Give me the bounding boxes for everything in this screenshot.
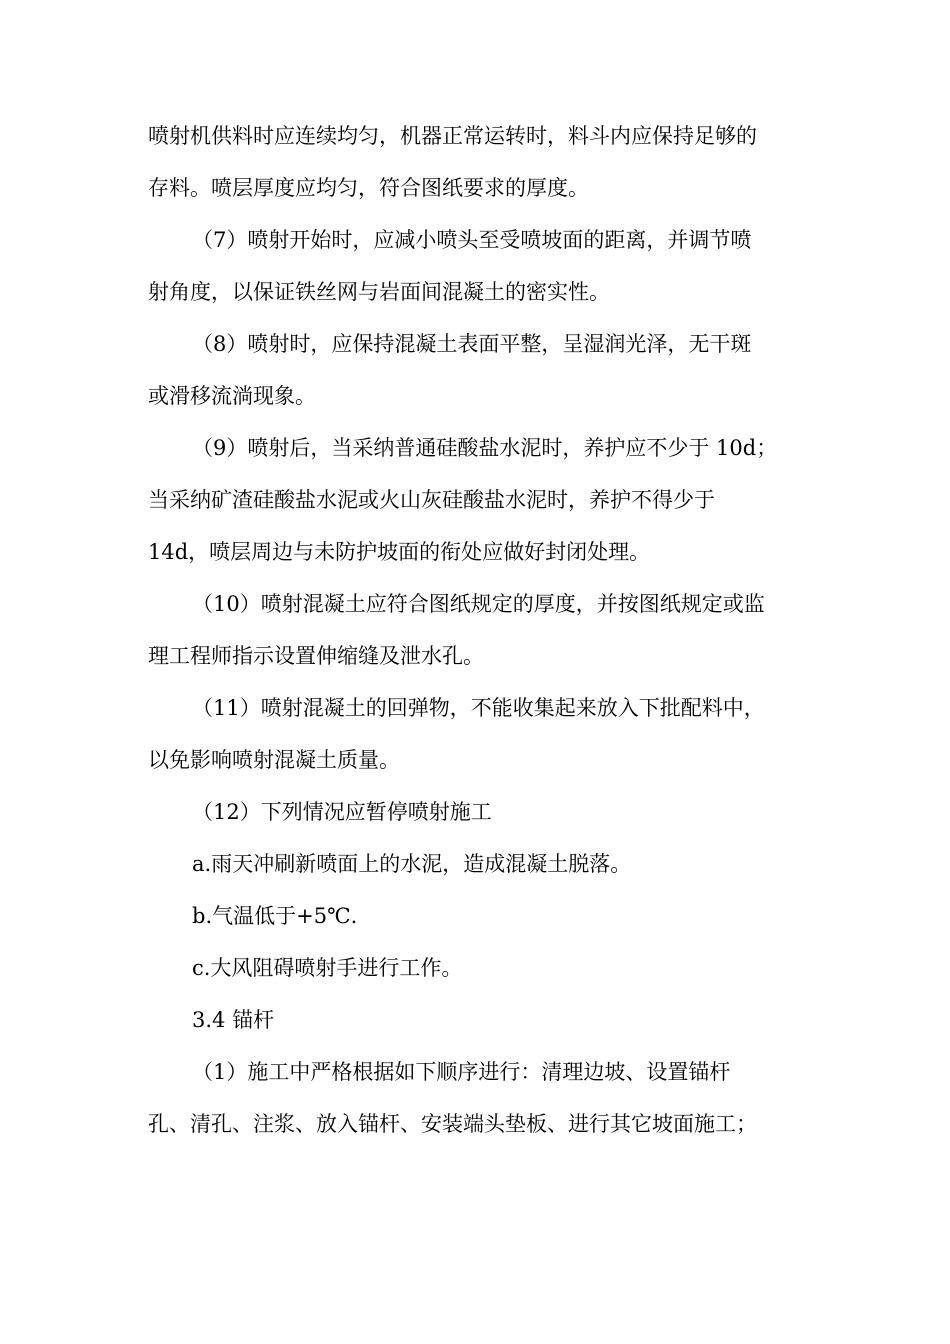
section-heading: 3.4 锚杆 bbox=[192, 1008, 275, 1032]
text-line: 以免影响喷射混凝土质量。 bbox=[148, 748, 400, 772]
text-line: （11）喷射混凝土的回弹物，不能收集起来放入下批配料中， bbox=[192, 696, 765, 720]
text-line: 存料。喷层厚度应均匀，符合图纸要求的厚度。 bbox=[148, 176, 589, 200]
list-item: c.大风阻碍喷射手进行工作。 bbox=[192, 956, 463, 980]
text-line: 射角度，以保证铁丝网与岩面间混凝土的密实性。 bbox=[148, 280, 610, 304]
text-line: 喷射机供料时应连续均匀，机器正常运转时，料斗内应保持足够的 bbox=[148, 124, 757, 148]
text-line: （8）喷射时，应保持混凝土表面平整，呈湿润光泽，无干斑 bbox=[192, 332, 752, 356]
text-line: （1）施工中严格根据如下顺序进行：清理边坡、设置锚杆 bbox=[192, 1060, 731, 1084]
list-item: a.雨天冲刷新喷面上的水泥，造成混凝土脱落。 bbox=[192, 852, 632, 876]
text-line: （12）下列情况应暂停喷射施工 bbox=[192, 800, 492, 824]
text-line: 14d，喷层周边与未防护坡面的衔处应做好封闭处理。 bbox=[148, 540, 651, 564]
text-line: 理工程师指示设置伸缩缝及泄水孔。 bbox=[148, 644, 484, 668]
list-item: b.气温低于+5℃. bbox=[192, 904, 358, 928]
text-line: 或滑移流淌现象。 bbox=[148, 384, 316, 408]
text-line: 孔、清孔、注浆、放入锚杆、安装端头垫板、进行其它坡面施工； bbox=[148, 1112, 757, 1136]
text-line: 当采纳矿渣硅酸盐水泥或火山灰硅酸盐水泥时，养护不得少于 bbox=[148, 488, 715, 512]
text-line: （7）喷射开始时，应减小喷头至受喷坡面的距离，并调节喷 bbox=[192, 228, 752, 252]
text-line: （9）喷射后，当采纳普通硅酸盐水泥时，养护应不少于 10d； bbox=[192, 436, 778, 460]
document-body bbox=[148, 115, 808, 1155]
text-line: （10）喷射混凝土应符合图纸规定的厚度，并按图纸规定或监 bbox=[192, 592, 765, 616]
